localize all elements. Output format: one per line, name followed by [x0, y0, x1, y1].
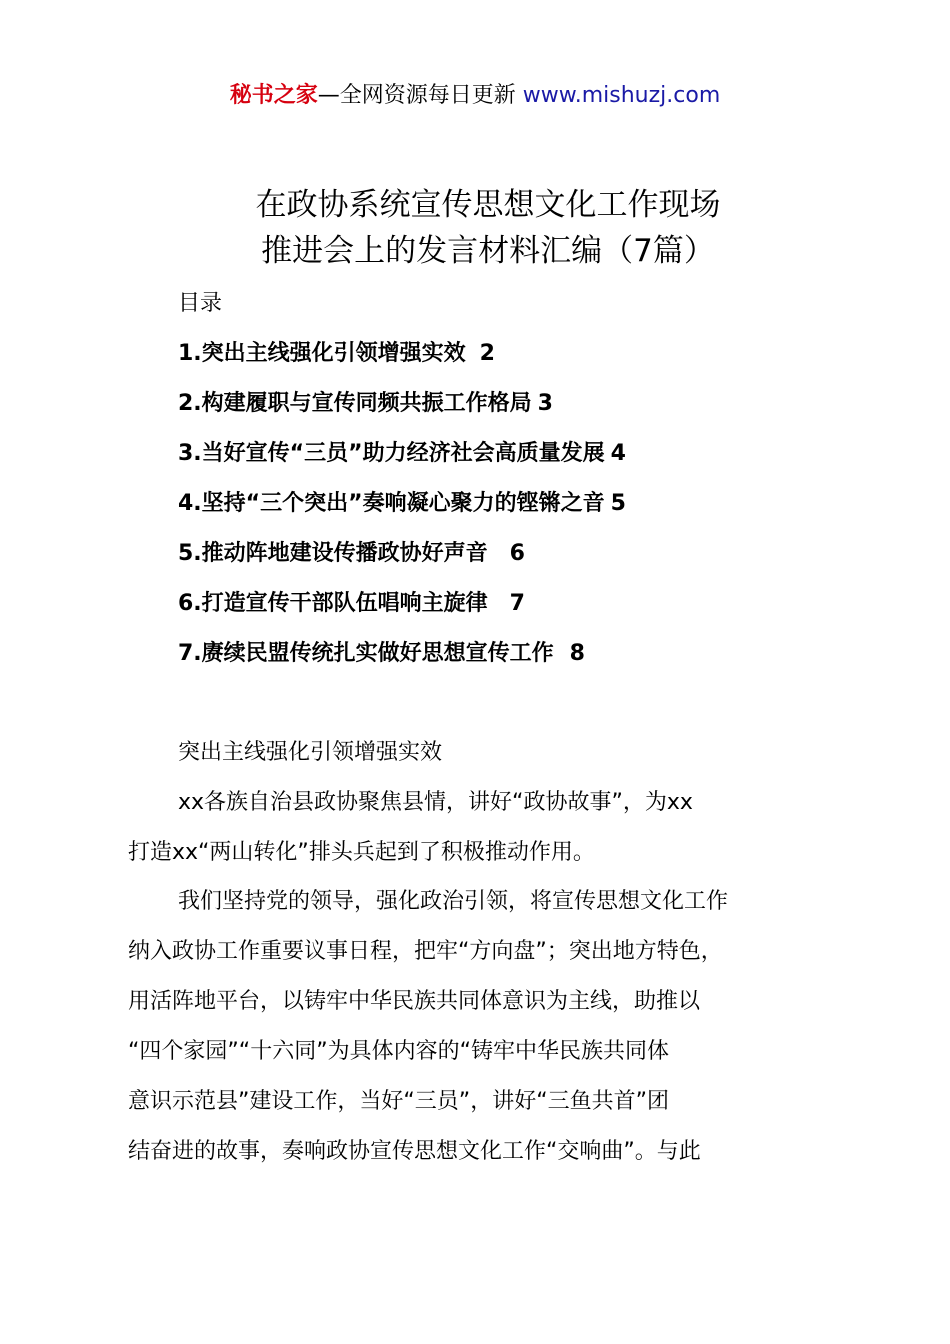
toc-item-page: 4	[610, 441, 626, 466]
site-url[interactable]: www.mishuzj.com	[522, 83, 721, 108]
body-text-line: 用活阵地平台，以铸牢中华民族共同体意识为主线，助推以	[128, 989, 701, 1014]
body-text-line: 结奋进的故事，奏响政协宣传思想文化工作“交响曲”。与此	[128, 1139, 701, 1164]
toc-item-page: 6	[509, 541, 525, 566]
toc-item[interactable]	[178, 588, 626, 638]
toc-item-text: 3.当好宣传“三员”助力经济社会高质量发展	[178, 441, 605, 466]
brand-name: 秘书之家	[229, 83, 318, 108]
toc-item-text: 1.突出主线强化引领增强实效	[178, 341, 466, 366]
body-text-line: 我们坚持党的领导，强化政治引领，将宣传思想文化工作	[178, 889, 729, 914]
section-heading: 突出主线强化引领增强实效	[178, 740, 443, 765]
body-text-line: 纳入政协工作重要议事日程，把牢“方向盘”；突出地方特色，	[128, 939, 723, 964]
toc-item[interactable]	[178, 488, 626, 538]
toc-item-page: 2	[479, 341, 495, 366]
toc-label: 目录	[178, 291, 223, 316]
toc-item-text: 6.打造宣传干部队伍唱响主旋律	[178, 591, 488, 616]
toc-item[interactable]	[178, 338, 626, 388]
body-text-line: 意识示范县”建设工作，当好“三员”，讲好“三鱼共首”团	[128, 1089, 669, 1114]
body-text-line: “四个家园”“十六同”为具体内容的“铸牢中华民族共同体	[128, 1039, 669, 1064]
toc-item[interactable]	[178, 538, 626, 588]
toc-item-page: 7	[509, 591, 525, 616]
body-text-line: 打造xx“两山转化”排头兵起到了积极推动作用。	[128, 840, 595, 865]
banner-slogan: —全网资源每日更新	[317, 83, 516, 108]
title-line-2: 推进会上的发言材料汇编（7篇）	[261, 233, 715, 269]
table-of-contents	[178, 338, 626, 688]
toc-item[interactable]	[178, 438, 626, 488]
title-line-1: 在政协系统宣传思想文化工作现场	[255, 187, 721, 223]
toc-item-text: 2.构建履职与宣传同频共振工作格局	[178, 391, 532, 416]
toc-item-text: 4.坚持“三个突出”奏响凝心聚力的铿锵之音	[178, 491, 605, 516]
toc-item-text: 7.赓续民盟传统扎实做好思想宣传工作	[178, 641, 554, 666]
document-title	[0, 182, 950, 274]
toc-item-text: 5.推动阵地建设传播政协好声音	[178, 541, 488, 566]
site-banner	[0, 80, 950, 112]
toc-item-page: 8	[569, 641, 585, 666]
toc-item-page: 3	[537, 391, 553, 416]
toc-item-page: 5	[610, 491, 626, 516]
toc-item[interactable]	[178, 388, 626, 438]
toc-item[interactable]	[178, 638, 626, 688]
body-text-line: xx各族自治县政协聚焦县情，讲好“政协故事”，为xx	[178, 790, 693, 815]
